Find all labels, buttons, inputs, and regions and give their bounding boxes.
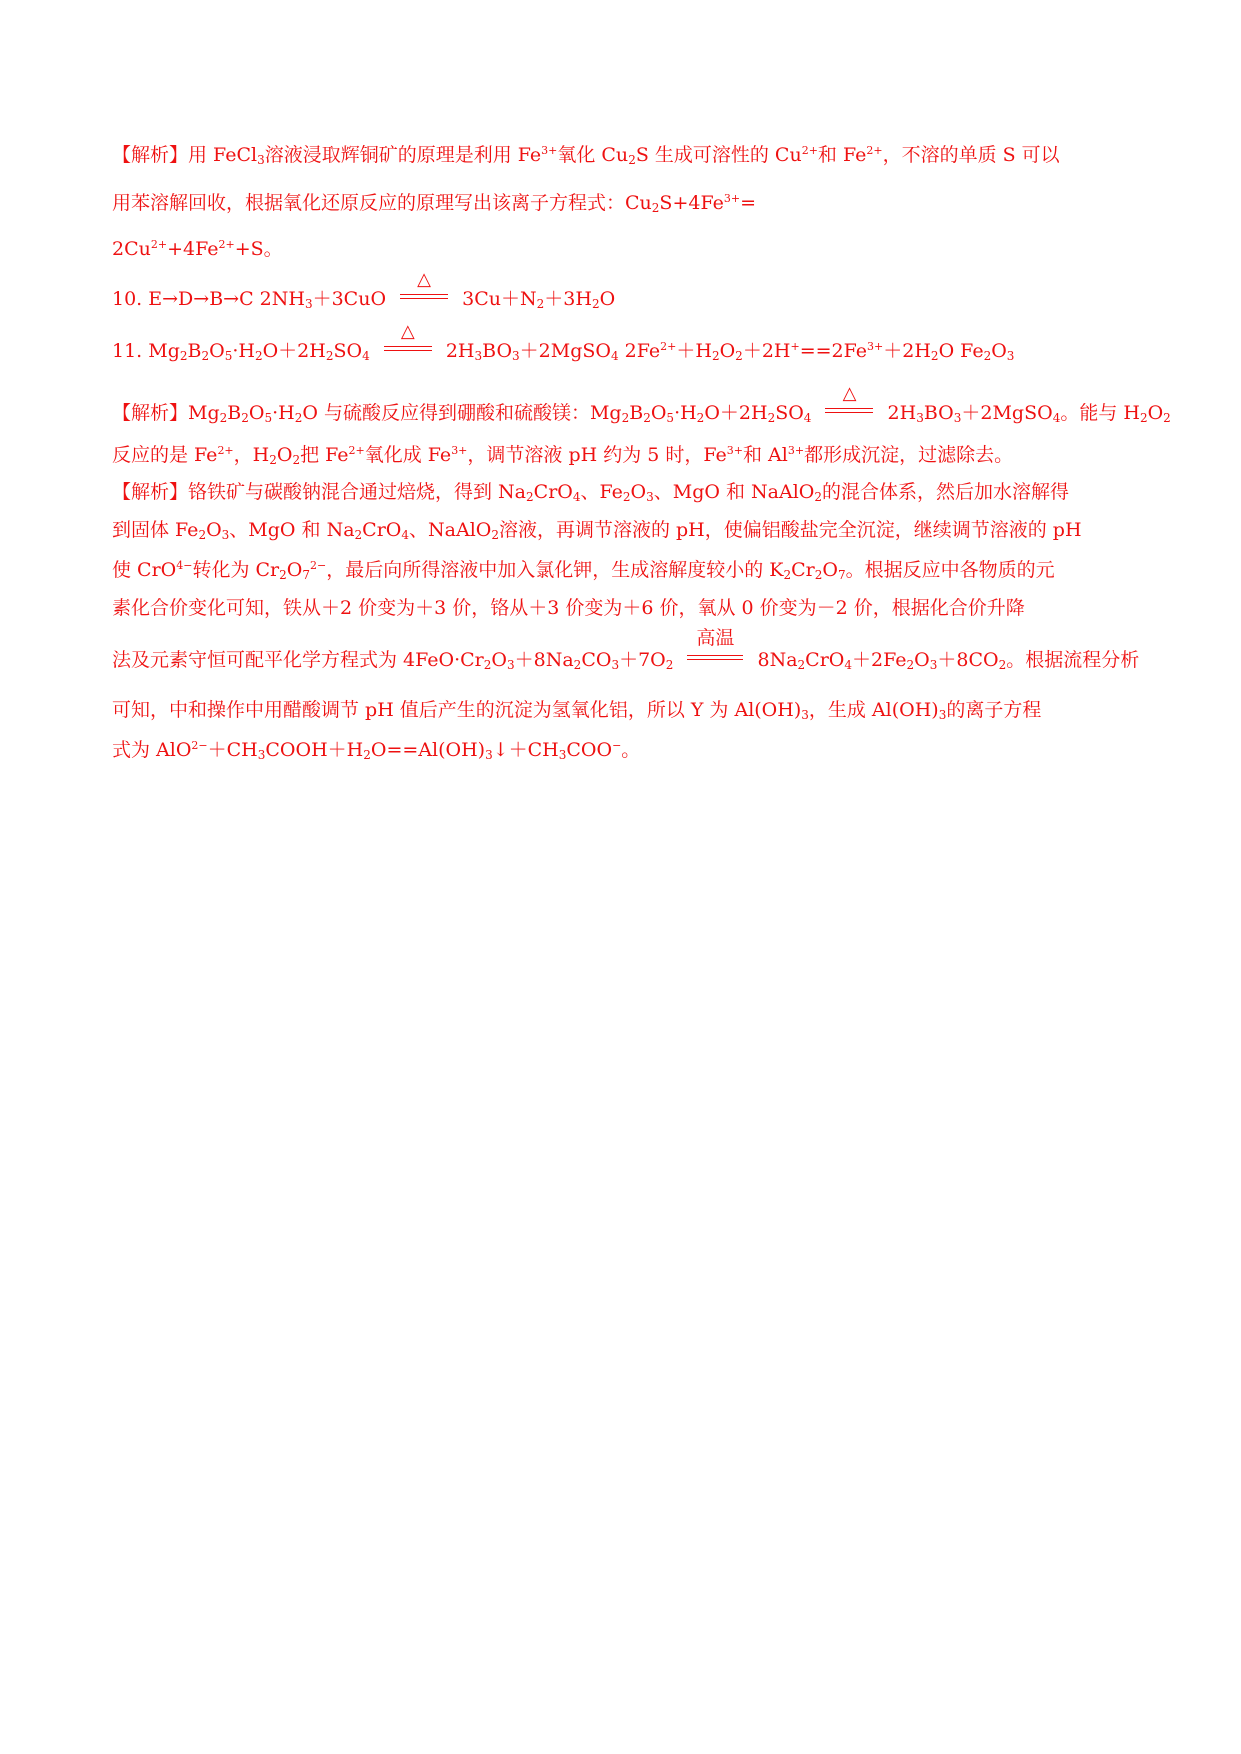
answer-11: 11. $Mg_2B_2O_5\cdot H_2O+2H_2SO_4$ △ $2H_3BO_3+2MgSO_4$ $2Fe^{2+}+H_2O_2+2H^+==2Fe^{3+}+2H_2O$ $Fe_2O_3$ bbox=[112, 321, 1015, 363]
heating-condition bbox=[398, 269, 450, 305]
equals-sign bbox=[687, 655, 743, 660]
analysis-1-line-1: 【解析】用 FeCl$_3$溶液浸取辉铜矿的原理是利用 $Fe^{3+}$氧化 $Cu_2S$ 生成可溶性的 $Cu^{2+}$和 $Fe^{2+}$，不溶的单质 S 可以 bbox=[112, 144, 1060, 167]
analysis-3-line-5: 法及元素守恒可配平化学方程式为 $4FeO\cdot Cr_2O_3+8Na_2CO_3+7O_2$ 高温 $8Na_2CrO_4+2Fe_2O_3+8CO_2$。根据流程分析 bbox=[112, 627, 1140, 672]
analysis-label: 【解析】 bbox=[112, 481, 189, 503]
analysis-2-line-1: 【解析】$Mg_2B_2O_5\cdot H_2O$ 与硫酸反应得到硼酸和硫酸镁：$Mg_2B_2O_5\cdot H_2O+2H_2SO_4$ △ $2H_3BO_3+2MgSO_4$。能与 $H_2O_2$ bbox=[112, 383, 1171, 425]
condition-label: 高温 bbox=[696, 627, 735, 649]
analysis-3-line-4: 素化合价变化可知，铁从＋2 价变为＋3 价，铬从＋3 价变为＋6 价，氧从 0 价变为－2 价，根据化合价升降 bbox=[112, 597, 1025, 619]
analysis-3-line-6: 可知，中和操作中用醋酸调节 pH 值后产生的沉淀为氢氧化铝，所以 Y 为 $Al(OH)_3$，生成 $Al(OH)_3$的离子方程 bbox=[112, 699, 1042, 722]
triangle-heat-icon: △ bbox=[417, 269, 432, 290]
triangle-heat-icon: △ bbox=[400, 321, 415, 342]
heating-condition bbox=[382, 321, 434, 357]
heating-condition bbox=[823, 383, 875, 419]
answer-10: 10. E→D→B→C $2NH_3+3CuO$ △ $3Cu+N_2+3H_2O$ bbox=[112, 269, 616, 311]
analysis-label: 【解析】 bbox=[112, 144, 189, 166]
analysis-1-line-2: 用苯溶解回收，根据氧化还原反应的原理写出该离子方程式：$Cu_2S+4Fe^{3+}=$ bbox=[112, 192, 756, 215]
analysis-2-line-2: 反应的是 $Fe^{2+}$，$H_2O_2$把 $Fe^{2+}$氧化成 $Fe^{3+}$，调节溶液 pH 约为 5 时，$Fe^{3+}$和 $Al^{3+}$都形成沉淀，过滤除去。 bbox=[112, 444, 1014, 467]
analysis-1-line-3: $2Cu^{2+}+4Fe^{2+}+S$。 bbox=[112, 238, 283, 260]
analysis-label: 【解析】 bbox=[112, 402, 189, 424]
analysis-3-line-3: 使 CrO$^{4-}$转化为 $Cr_2O_7^{2-}$，最后向所得溶液中加入氯化钾，生成溶解度较小的 $K_2Cr_2O_7$。根据反应中各物质的元 bbox=[112, 559, 1055, 582]
equals-sign bbox=[384, 346, 432, 351]
triangle-heat-icon: △ bbox=[842, 383, 857, 404]
analysis-3-line-2: 到固体 $Fe_2O_3$、MgO 和 $Na_2CrO_4$、NaAlO$_2$溶液，再调节溶液的 pH，使偏铝酸盐完全沉淀，继续调节溶液的 pH bbox=[112, 519, 1082, 542]
equals-sign bbox=[400, 294, 448, 299]
analysis-3-line-7: 式为 $AlO^{2-}+CH_3COOH+H_2O==Al(OH)_3↓+CH_3COO^-$。 bbox=[112, 739, 641, 762]
high-temperature-condition bbox=[685, 627, 745, 666]
analysis-3-line-1: 【解析】铬铁矿与碳酸钠混合通过焙烧，得到 $Na_2CrO_4$、$Fe_2O_3$、MgO 和 NaAlO$_2$的混合体系，然后加水溶解得 bbox=[112, 481, 1070, 504]
equals-sign bbox=[825, 408, 873, 413]
